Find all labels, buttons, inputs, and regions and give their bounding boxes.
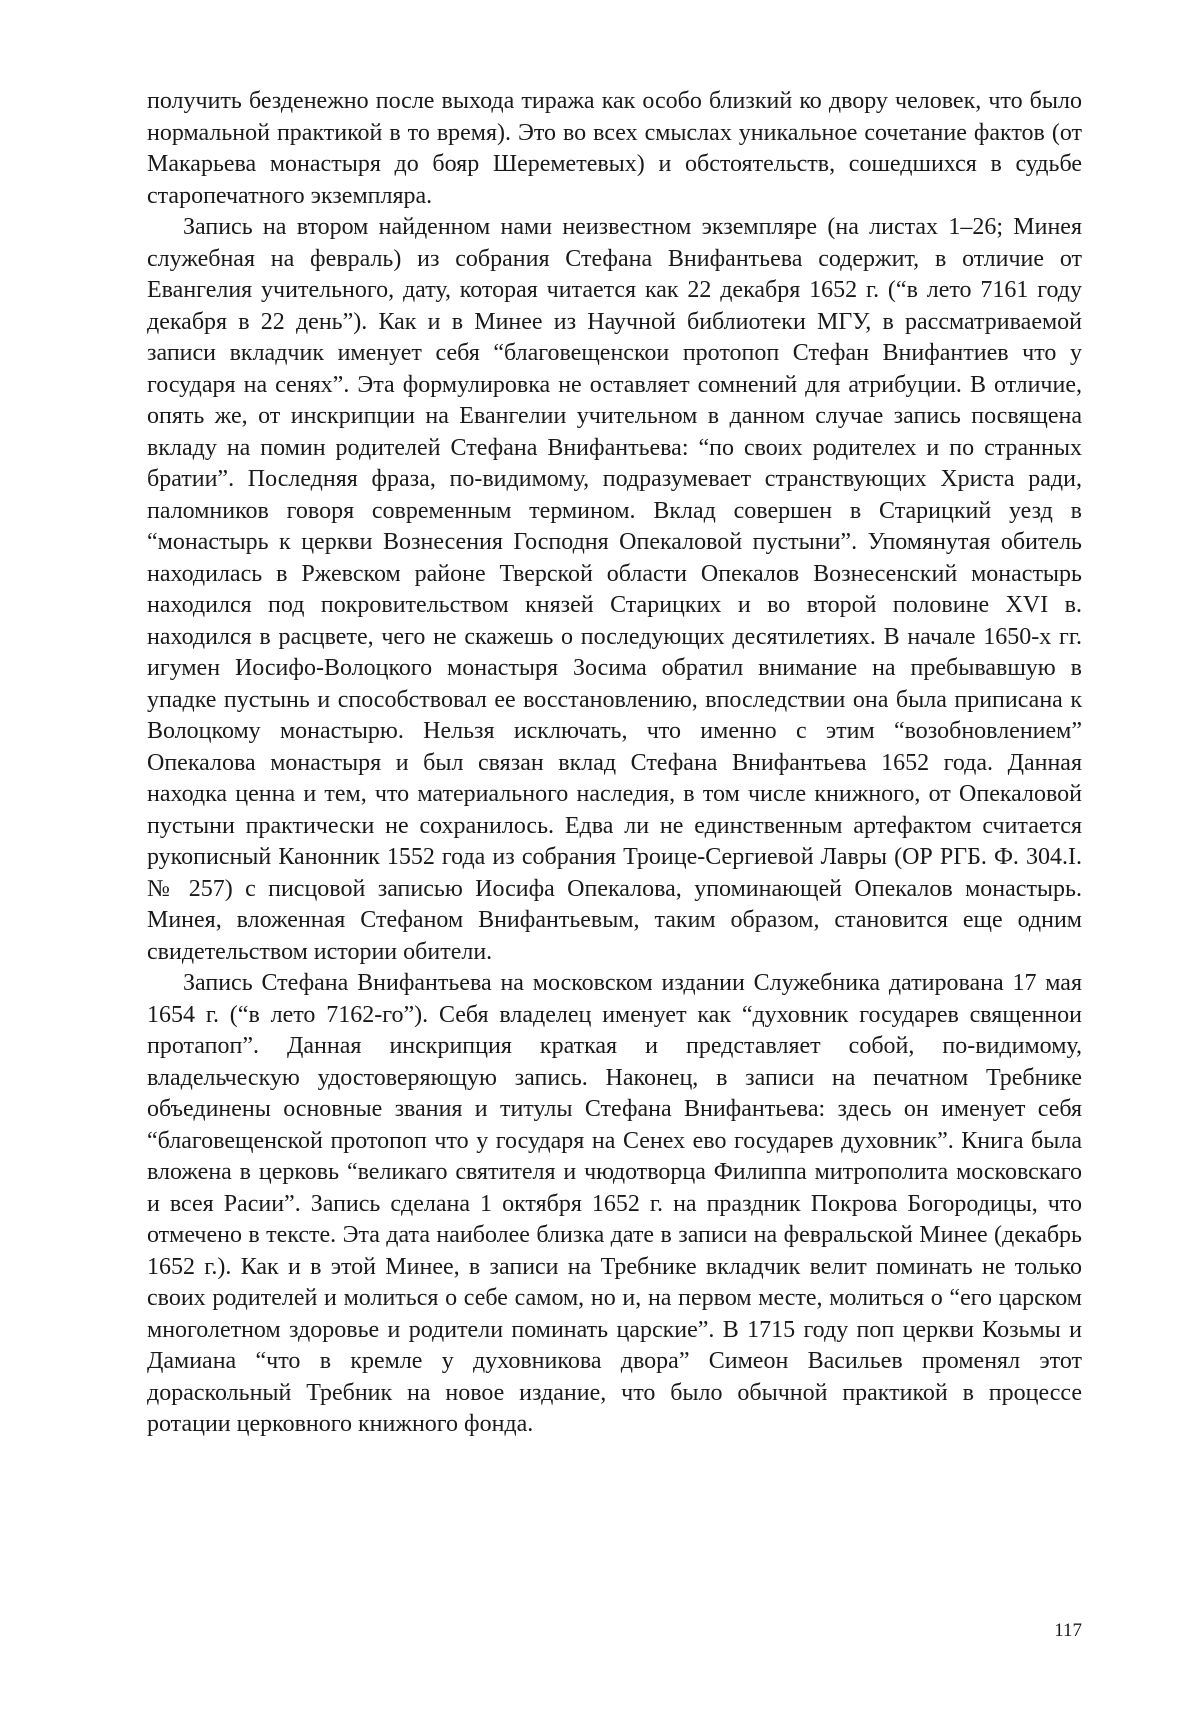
paragraph-2: Запись на втором найденном нами неизвестном экземпляре (на листах 1–26; Минея служебная на февраль) из собрания Стефана Внифантьева содержит, в отличие от Евангелия учительного, дату, которая читается как 22 декабря 1652 г. (“в лето 7161 году декабря в 22 день”). Как и в Минее из Научной библиотеки МГУ, в рассматриваемой записи вкладчик именует себя “благовещенскои протопоп Стефан Внифантиев что у государя на сенях”. Эта формулировка не оставляет сомнений для атрибуции. В отличие, опять же, от инскрипции на Евангелии учительном в данном случае запись посвящена вкладу на помин родителей Стефана Внифантьева: “по своих родителех и по странных братии”. Последняя фраза, по-видимому, подразумевает странствующих Христа ради, паломников говоря современным термином. Вклад совершен в Старицкий уезд в “монастырь к церкви Вознесения Господня Опекаловой пустыни”. Упомянутая обитель находилась в Ржевском районе Тверской области Опекалов Вознесенский монастырь находился под покровительством князей Старицких и во второй половине XVI в. находился в расцвете, чего не скажешь о последующих десятилетиях. В начале 1650-х гг. игумен Иосифо-Волоцкого монастыря Зосима обратил внимание на пребывавшую в упадке пустынь и способствовал ее восстановлению, впоследствии она была приписана к Волоцкому монастырю. Нельзя исключать, что именно с этим “возобновлением” Опекалова монастыря и был связан вклад Стефана Внифантьева 1652 года. Данная находка ценна и тем, что материального наследия, в том числе книжного, от Опекаловой пустыни практически не сохранилось. Едва ли не единственным артефактом считается рукописный Канонник 1552 года из собрания Троице-Сергиевой Лавры (ОР РГБ. Ф. 304.I. № 257) с писцовой записью Иосифа Опекалова, упоминающей Опекалов монастырь. Минея, вложенная Стефаном Внифантьевым, таким образом, становится еще одним свидетельством истории обители. (147, 214, 1082, 965)
body-text (147, 86, 1082, 1441)
paragraph-1: получить безденежно после выхода тиража как особо близкий ко двору человек, что было нормальной практикой в то время). Это во всех смыслах уникальное сочетание фактов (от Макарьева монастыря до бояр Шереметевых) и обстоятельств, сошедшихся в судьбе старопечатного экземпляра. (147, 88, 1082, 209)
page-number: 117 (1054, 1620, 1082, 1641)
paragraph-3: Запись Стефана Внифантьева на московском издании Служебника датирована 17 мая 1654 г. (“в лето 7162-го”). Себя владелец именует как “духовник государев священнои протапоп”. Данная инскрипция краткая и представляет собой, по-видимому, владельческую удостоверяющую запись. Наконец, в записи на печатном Требнике объединены основные звания и титулы Стефана Внифантьева: здесь он именует себя “благовещенской протопоп что у государя на Сенех ево государев духовник”. Книга была вложена в церковь “великаго святителя и чюдотворца Филиппа митрополита московскаго и всея Расии”. Запись сделана 1 октября 1652 г. на праздник Покрова Богородицы, что отмечено в тексте. Эта дата наиболее близка дате в записи на февральской Минее (декабрь 1652 г.). Как и в этой Минее, в записи на Требнике вкладчик велит поминать не только своих родителей и молиться о себе самом, но и, на первом месте, молиться о “его царском многолетном здоровье и родители поминать царские”. В 1715 году поп церкви Козьмы и Дамиана “что в кремле у духовникова двора” Симеон Васильев променял этот дораскольный Требник на новое издание, что было обычной практикой в процессе ротации церковного книжного фонда. (147, 970, 1082, 1437)
